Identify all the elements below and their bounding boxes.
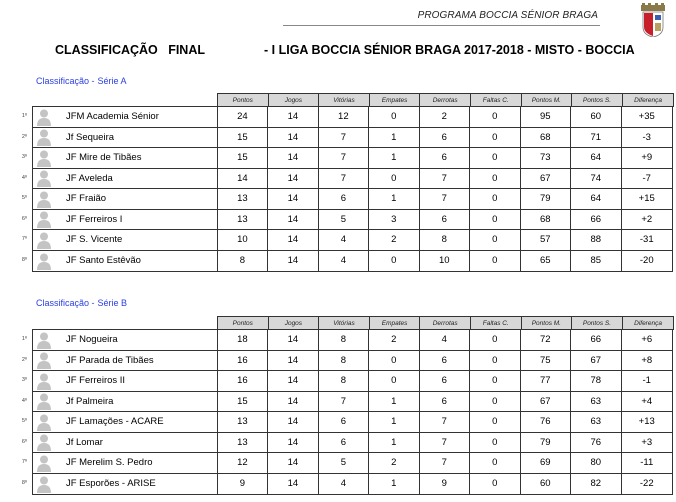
stat-cell: +8 — [641, 354, 653, 366]
avatar-icon — [33, 128, 56, 148]
table-row — [21, 433, 672, 454]
col-derrotas: Derrotas — [420, 94, 471, 107]
team-name: JF Esporões - ARISE — [56, 474, 218, 495]
rank-label: 5º — [21, 195, 27, 201]
stat-cell: 4 — [319, 474, 369, 495]
team-name: JF Santo Estêvão — [56, 251, 218, 272]
stat-cell: 60 — [521, 474, 571, 495]
program-title: PROGRAMA BOCCIA SÉNIOR BRAGA — [417, 10, 598, 21]
stat-cell: 0 — [470, 474, 520, 495]
rank-label: 8º — [21, 479, 27, 486]
col-pontos-s: Pontos S. — [572, 317, 623, 330]
stat-cell: +4 — [641, 395, 653, 407]
stat-cell: 6 — [420, 351, 470, 371]
stat-cell: 69 — [521, 453, 571, 473]
stat-cell: 7 — [420, 433, 470, 453]
table-row — [21, 412, 672, 433]
stat-cell: 0 — [470, 107, 520, 127]
stat-cell: 0 — [470, 148, 520, 168]
rank-label: 7º — [21, 236, 27, 242]
avatar-icon — [33, 351, 56, 371]
stat-cell: 0 — [470, 453, 520, 473]
table-row — [21, 351, 672, 372]
col-jogos: Jogos — [269, 317, 320, 330]
stat-cell: 68 — [521, 210, 571, 230]
stat-cell: 0 — [470, 251, 520, 272]
stat-cell: 14 — [268, 453, 318, 473]
stat-cell: 14 — [268, 412, 318, 432]
stat-cell: 14 — [268, 330, 318, 350]
col-pontos-m: Pontos M. — [522, 317, 573, 330]
section-label-text: Classificação - — [36, 76, 95, 86]
table-row — [21, 148, 672, 169]
stat-cell: 14 — [218, 169, 268, 189]
stat-cell: 9 — [218, 474, 268, 495]
table-row — [21, 128, 672, 149]
table-body — [21, 106, 673, 272]
stat-cell: 6 — [420, 210, 470, 230]
col-diferenca: Diferença — [623, 94, 674, 107]
stat-cell: 14 — [268, 351, 318, 371]
stat-cell: 0 — [369, 251, 419, 272]
table-header — [217, 316, 674, 330]
stat-cell: 8 — [319, 371, 369, 391]
rank-label: 7º — [21, 459, 27, 465]
avatar-icon — [33, 371, 56, 391]
page-title: CLASSIFICAÇÃO FINAL — [55, 43, 205, 57]
stat-cell: 8 — [319, 351, 369, 371]
team-name: JF Fraião — [56, 189, 218, 209]
stat-cell: 13 — [218, 412, 268, 432]
stat-cell: 2 — [369, 453, 419, 473]
stat-cell: 6 — [420, 371, 470, 391]
stat-cell: 0 — [470, 210, 520, 230]
stat-cell: 88 — [571, 230, 621, 250]
stat-cell: 71 — [571, 128, 621, 148]
stat-cell: 74 — [571, 169, 621, 189]
stat-cell: 67 — [521, 392, 571, 412]
stat-cell: 67 — [521, 169, 571, 189]
col-empates: Empates — [370, 94, 421, 107]
stat-cell: 14 — [268, 392, 318, 412]
stat-cell: 63 — [571, 392, 621, 412]
stat-cell: 85 — [571, 251, 621, 272]
stat-cell: 0 — [470, 189, 520, 209]
stat-cell: 15 — [218, 128, 268, 148]
stat-cell: +3 — [641, 436, 653, 448]
stat-cell: 14 — [268, 128, 318, 148]
stat-cell: 0 — [470, 169, 520, 189]
stat-cell: 2 — [369, 230, 419, 250]
avatar-icon — [33, 230, 56, 250]
team-name: JF Parada de Tibães — [56, 351, 218, 371]
team-name: JF S. Vicente — [56, 230, 218, 250]
stat-cell: 77 — [521, 371, 571, 391]
avatar-icon — [33, 474, 56, 495]
avatar-icon — [33, 392, 56, 412]
stat-cell: 15 — [218, 148, 268, 168]
rank-label: 8º — [21, 256, 27, 263]
stat-cell: 7 — [420, 189, 470, 209]
braga-crest-icon — [639, 3, 667, 37]
col-vitorias: Vitórias — [319, 94, 370, 107]
team-name: JF Merelim S. Pedro — [56, 453, 218, 473]
avatar-icon — [33, 453, 56, 473]
stat-cell: 1 — [369, 189, 419, 209]
stat-cell: 0 — [470, 392, 520, 412]
stat-cell: 12 — [218, 453, 268, 473]
stat-cell: 0 — [470, 412, 520, 432]
stat-cell: 1 — [369, 128, 419, 148]
stat-cell: 7 — [319, 148, 369, 168]
stat-cell: 18 — [218, 330, 268, 350]
avatar-icon — [33, 148, 56, 168]
stat-cell: 0 — [470, 371, 520, 391]
avatar-icon — [33, 169, 56, 189]
table-row — [21, 330, 672, 351]
rank-label: 1º — [21, 113, 27, 119]
stat-cell: -11 — [640, 457, 654, 469]
stat-cell: -1 — [642, 375, 651, 387]
stat-cell: 14 — [268, 148, 318, 168]
stat-cell: -20 — [639, 255, 654, 267]
section-label-serie-a — [36, 76, 127, 86]
stat-cell: 0 — [470, 230, 520, 250]
stat-cell: 6 — [420, 148, 470, 168]
stat-cell: 79 — [521, 189, 571, 209]
stat-cell: 14 — [268, 107, 318, 127]
rank-label: 1º — [21, 336, 27, 342]
stat-cell: 14 — [268, 169, 318, 189]
col-vitorias: Vitórias — [319, 317, 370, 330]
league-title: - I LIGA BOCCIA SÉNIOR BRAGA 2017-2018 - MISTO - BOCCIA — [264, 43, 635, 57]
stat-cell: 2 — [420, 107, 470, 127]
stat-cell: +9 — [641, 152, 653, 164]
rank-label: 3º — [21, 377, 27, 383]
table-row — [21, 474, 672, 495]
table-row — [21, 169, 672, 190]
team-name: JF Ferreiros II — [56, 371, 218, 391]
stat-cell: -22 — [639, 478, 654, 490]
stat-cell: 0 — [369, 371, 419, 391]
col-empates: Empates — [370, 317, 421, 330]
team-name: JF Ferreiros I — [56, 210, 218, 230]
col-pontos: Pontos — [218, 94, 269, 107]
stat-cell: 0 — [369, 107, 419, 127]
stat-cell: 68 — [521, 128, 571, 148]
stat-cell: 79 — [521, 433, 571, 453]
stat-cell: -31 — [639, 234, 654, 246]
stat-cell: +35 — [638, 111, 655, 123]
table-row — [21, 392, 672, 413]
stat-cell: 1 — [369, 433, 419, 453]
table-row — [21, 189, 672, 210]
stat-cell: 6 — [420, 392, 470, 412]
team-name: Jf Palmeira — [56, 392, 218, 412]
avatar-icon — [33, 107, 56, 127]
stat-cell: 78 — [571, 371, 621, 391]
stat-cell: 0 — [470, 433, 520, 453]
col-derrotas: Derrotas — [420, 317, 471, 330]
stat-cell: 66 — [571, 330, 621, 350]
stat-cell: 67 — [571, 351, 621, 371]
stat-cell: 0 — [470, 330, 520, 350]
stat-cell: +6 — [641, 334, 653, 346]
team-name: JF Nogueira — [56, 330, 218, 350]
avatar-icon — [33, 433, 56, 453]
avatar-icon — [33, 210, 56, 230]
stat-cell: 6 — [319, 189, 369, 209]
stat-cell: -3 — [642, 131, 651, 143]
stat-cell: 15 — [218, 392, 268, 412]
stat-cell: 14 — [268, 251, 318, 272]
stat-cell: 14 — [268, 433, 318, 453]
stat-cell: 6 — [319, 433, 369, 453]
rank-label: 2º — [21, 356, 27, 363]
avatar-icon — [33, 412, 56, 432]
col-jogos: Jogos — [269, 94, 320, 107]
stat-cell: 1 — [369, 412, 419, 432]
stat-cell: 7 — [319, 392, 369, 412]
avatar-icon — [33, 189, 56, 209]
avatar-icon — [33, 330, 56, 350]
stat-cell: 13 — [218, 189, 268, 209]
col-faltas: Faltas C. — [471, 317, 522, 330]
rank-label: 4º — [21, 397, 27, 404]
rank-label: 6º — [21, 215, 27, 222]
stat-cell: 4 — [319, 251, 369, 272]
stat-cell: 73 — [521, 148, 571, 168]
stat-cell: 0 — [369, 351, 419, 371]
stat-cell: 6 — [319, 412, 369, 432]
team-name: JF Mire de Tibães — [56, 148, 218, 168]
team-name: JFM Academia Sénior — [56, 107, 218, 127]
rank-label: 6º — [21, 438, 27, 445]
stat-cell: 7 — [319, 169, 369, 189]
stat-cell: 12 — [319, 107, 369, 127]
stat-cell: 10 — [420, 251, 470, 272]
rank-label: 5º — [21, 418, 27, 424]
table-row — [21, 251, 672, 272]
section-label-serie-b — [36, 298, 127, 308]
stat-cell: 0 — [470, 351, 520, 371]
stat-cell: +2 — [641, 213, 653, 225]
rank-label: 2º — [21, 133, 27, 140]
stat-cell: 7 — [319, 128, 369, 148]
col-faltas: Faltas C. — [471, 94, 522, 107]
stat-cell: 2 — [369, 330, 419, 350]
stat-cell: 9 — [420, 474, 470, 495]
table-row — [21, 107, 672, 128]
team-name: Jf Sequeira — [56, 128, 218, 148]
stat-cell: 1 — [369, 148, 419, 168]
stat-cell: 76 — [521, 412, 571, 432]
stat-cell: 66 — [571, 210, 621, 230]
stat-cell: 64 — [571, 189, 621, 209]
stat-cell: 75 — [521, 351, 571, 371]
stat-cell: 4 — [420, 330, 470, 350]
stat-cell: 4 — [319, 230, 369, 250]
stat-cell: 95 — [521, 107, 571, 127]
stat-cell: 14 — [268, 371, 318, 391]
stat-cell: 64 — [571, 148, 621, 168]
serie-name: Série A — [97, 76, 127, 86]
stat-cell: 80 — [571, 453, 621, 473]
col-diferenca: Diferença — [623, 317, 674, 330]
col-pontos: Pontos — [218, 317, 269, 330]
stat-cell: 14 — [268, 474, 318, 495]
rank-label: 4º — [21, 174, 27, 181]
table-row — [21, 210, 672, 231]
stat-cell: 7 — [420, 412, 470, 432]
stat-cell: 65 — [521, 251, 571, 272]
stat-cell: 0 — [369, 169, 419, 189]
stat-cell: 8 — [218, 251, 268, 272]
stat-cell: 8 — [319, 330, 369, 350]
stat-cell: 3 — [369, 210, 419, 230]
stat-cell: +15 — [638, 193, 655, 205]
header-divider — [283, 25, 600, 26]
stat-cell: +13 — [638, 416, 655, 428]
stat-cell: 13 — [218, 210, 268, 230]
team-name: JF Lamações - ACARE — [56, 412, 218, 432]
stat-cell: 14 — [268, 230, 318, 250]
avatar-icon — [33, 251, 56, 272]
table-row — [21, 230, 672, 251]
table-header — [217, 93, 674, 107]
stat-cell: 1 — [369, 392, 419, 412]
section-label-text: Classificação - — [36, 298, 95, 308]
table-row — [21, 453, 672, 474]
col-pontos-m: Pontos M. — [522, 94, 573, 107]
stat-cell: 13 — [218, 433, 268, 453]
team-name: Jf Lomar — [56, 433, 218, 453]
stat-cell: 8 — [420, 230, 470, 250]
stat-cell: 1 — [369, 474, 419, 495]
stat-cell: 5 — [319, 453, 369, 473]
stat-cell: 14 — [268, 210, 318, 230]
stat-cell: 16 — [218, 351, 268, 371]
stat-cell: 82 — [571, 474, 621, 495]
team-name: JF Aveleda — [56, 169, 218, 189]
stat-cell: 60 — [571, 107, 621, 127]
stat-cell: 76 — [571, 433, 621, 453]
col-pontos-s: Pontos S. — [572, 94, 623, 107]
stat-cell: -7 — [642, 172, 651, 184]
stat-cell: 24 — [218, 107, 268, 127]
serie-name: Série B — [97, 298, 128, 308]
stat-cell: 7 — [420, 453, 470, 473]
stat-cell: 57 — [521, 230, 571, 250]
stat-cell: 7 — [420, 169, 470, 189]
stat-cell: 10 — [218, 230, 268, 250]
stat-cell: 72 — [521, 330, 571, 350]
table-body — [21, 329, 673, 495]
table-row — [21, 371, 672, 392]
stat-cell: 63 — [571, 412, 621, 432]
stat-cell: 0 — [470, 128, 520, 148]
stat-cell: 16 — [218, 371, 268, 391]
rank-label: 3º — [21, 154, 27, 160]
stat-cell: 14 — [268, 189, 318, 209]
stat-cell: 6 — [420, 128, 470, 148]
stat-cell: 5 — [319, 210, 369, 230]
